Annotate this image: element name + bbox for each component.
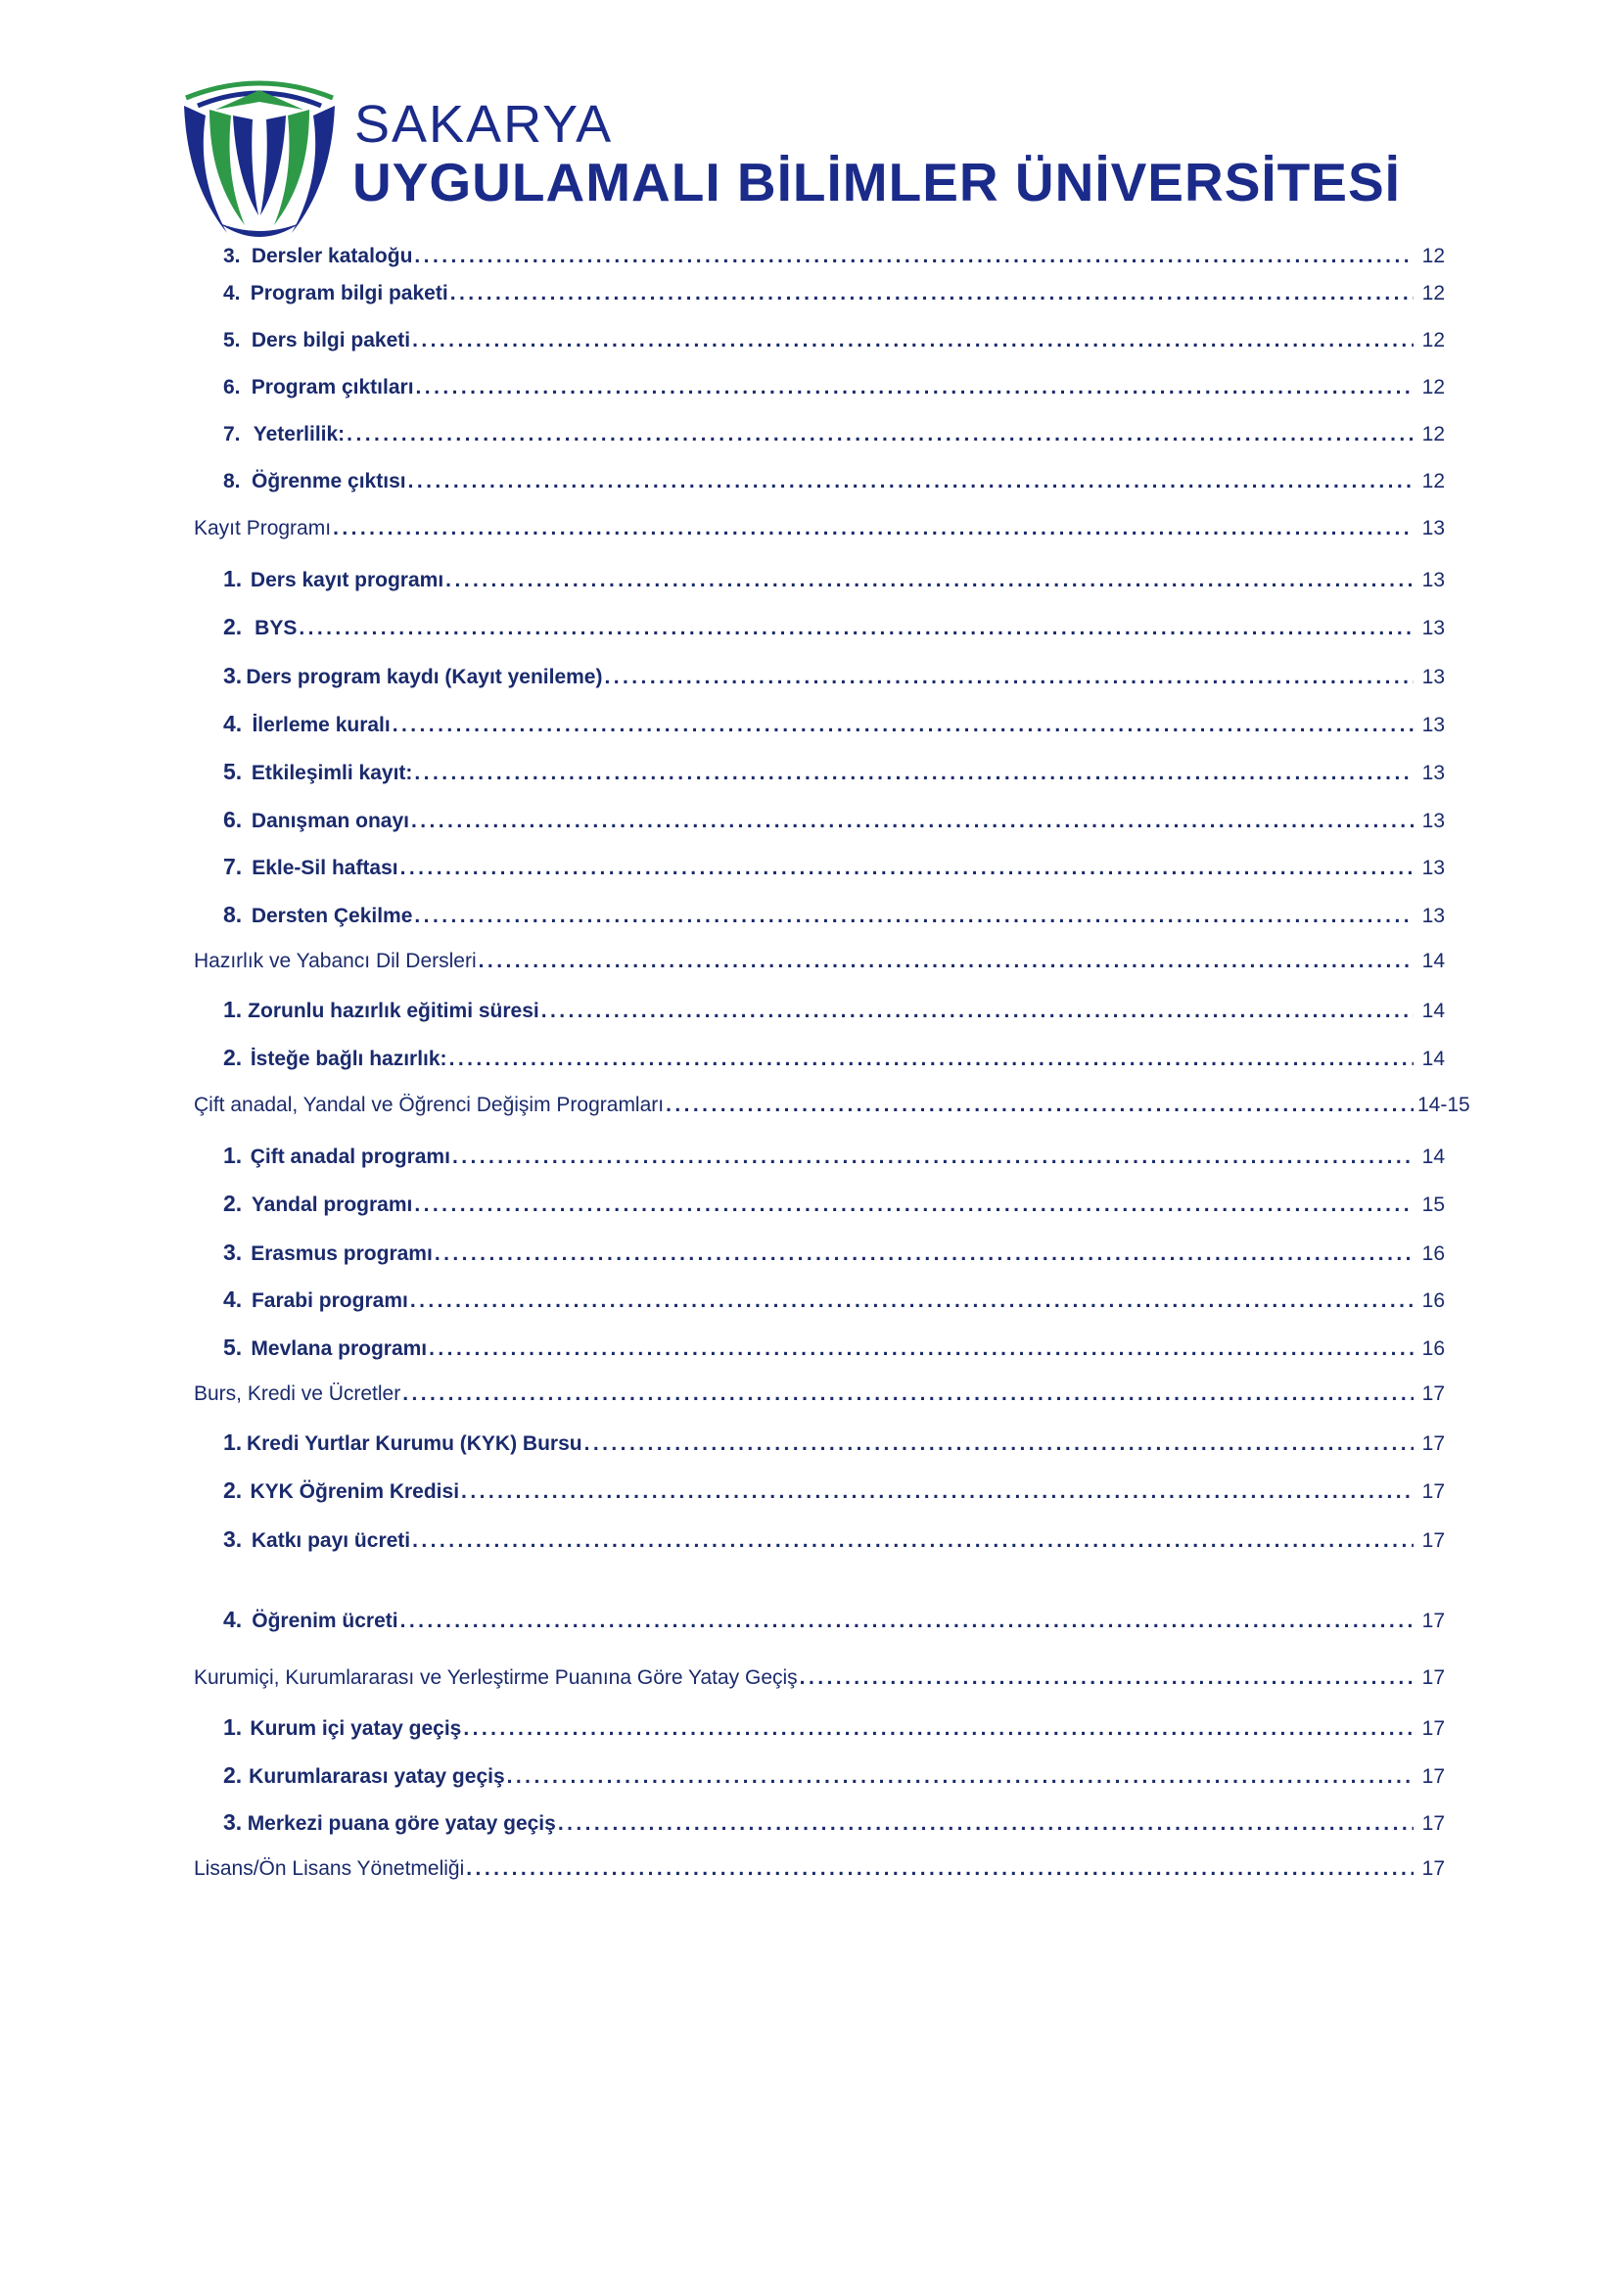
toc-page-number: 16 <box>1421 1242 1445 1265</box>
toc-entry-label: Yeterlilik: <box>253 423 346 445</box>
toc-entry[interactable] <box>223 376 1445 399</box>
toc-entry-label: Katkı payı ücreti <box>251 1529 411 1552</box>
toc-page-number: 12 <box>1421 329 1445 351</box>
toc-section-heading[interactable] <box>194 1666 1445 1690</box>
toc-entry-number: 3. <box>223 245 241 267</box>
toc-dot-leader <box>541 1000 1414 1023</box>
toc-entry-number: 5. <box>223 1334 243 1360</box>
toc-page-number: 13 <box>1421 762 1445 784</box>
toc-page-number: 17 <box>1421 1529 1445 1552</box>
toc-dot-leader <box>400 1610 1414 1633</box>
toc-entry[interactable] <box>223 282 1445 305</box>
toc-entry[interactable] <box>223 1714 1445 1741</box>
toc-dot-leader <box>414 245 1414 268</box>
toc-entry-label: Lisans/Ön Lisans Yönetmeliği <box>194 1857 465 1880</box>
toc-dot-leader <box>408 470 1414 493</box>
toc-page-number: 13 <box>1421 857 1445 879</box>
toc-entry[interactable] <box>223 854 1445 880</box>
toc-page-number: 12 <box>1421 245 1445 267</box>
toc-page-number: 17 <box>1421 1765 1445 1788</box>
toc-section-heading[interactable] <box>194 517 1445 540</box>
toc-entry-label: Burs, Kredi ve Ücretler <box>194 1382 401 1405</box>
toc-entry[interactable] <box>223 245 1445 268</box>
toc-entry[interactable] <box>223 663 1445 689</box>
toc-entry-number: 1. <box>223 997 243 1022</box>
toc-page-number: 14 <box>1421 1146 1445 1168</box>
toc-entry-number: 7. <box>223 423 241 445</box>
toc-entry[interactable] <box>223 1607 1445 1633</box>
toc-entry-label: Merkezi puana göre yatay geçiş <box>247 1812 556 1835</box>
toc-dot-leader <box>507 1765 1414 1789</box>
toc-entry-label: Kurum içi yatay geçiş <box>250 1717 462 1740</box>
toc-entry-label: Hazırlık ve Yabancı Dil Dersleri <box>194 950 477 972</box>
toc-entry[interactable] <box>223 711 1445 737</box>
toc-dot-leader <box>402 1382 1414 1406</box>
toc-section-heading[interactable] <box>194 1857 1445 1881</box>
toc-page-number: 15 <box>1421 1193 1445 1216</box>
toc-dot-leader <box>333 517 1414 540</box>
toc-entry-label: Ders program kaydı (Kayıt yenileme) <box>246 666 603 688</box>
toc-dot-leader <box>429 1337 1414 1361</box>
toc-entry[interactable] <box>223 902 1445 928</box>
toc-entry-number: 1. <box>223 1429 243 1455</box>
toc-entry-label: İsteğe bağlı hazırlık: <box>250 1048 447 1070</box>
toc-entry-number: 4. <box>223 1287 243 1312</box>
toc-dot-leader <box>461 1480 1414 1504</box>
toc-entry-label: Kredi Yurtlar Kurumu (KYK) Bursu <box>246 1432 582 1455</box>
toc-section-heading[interactable] <box>194 1382 1445 1406</box>
toc-page-number: 14-15 <box>1417 1094 1470 1116</box>
toc-entry-label: Ders kayıt programı <box>250 569 444 591</box>
toc-dot-leader <box>412 329 1414 352</box>
toc-entry-number: 3. <box>223 1809 243 1835</box>
toc-entry-number: 5. <box>223 759 243 784</box>
toc-page-number: 14 <box>1421 1000 1445 1022</box>
toc-dot-leader <box>463 1717 1414 1741</box>
toc-entry-number: 3. <box>223 1240 243 1265</box>
toc-entry-label: Öğrenme çıktısı <box>252 470 406 492</box>
toc-entry-label: Dersler kataloğu <box>251 245 413 267</box>
toc-page-number: 17 <box>1421 1857 1445 1880</box>
toc-entry-number: 4. <box>223 282 241 304</box>
toc-page-number: 14 <box>1421 1048 1445 1070</box>
toc-entry-label: Kayıt Programı <box>194 517 332 539</box>
toc-entry-label: Etkileşimli kayıt: <box>251 762 413 784</box>
toc-entry-number: 1. <box>223 566 243 591</box>
toc-entry[interactable] <box>223 997 1445 1023</box>
toc-dot-leader <box>414 762 1414 785</box>
toc-dot-leader <box>450 282 1414 305</box>
toc-page-number: 14 <box>1421 950 1445 972</box>
toc-entry[interactable] <box>223 470 1445 493</box>
toc-section-heading[interactable] <box>194 1094 1470 1117</box>
toc-entry-label: BYS <box>255 617 298 639</box>
toc-dot-leader <box>411 810 1414 833</box>
toc-entry-label: Program çıktıları <box>251 376 414 398</box>
toc-page-number: 13 <box>1421 714 1445 736</box>
toc-page-number: 17 <box>1421 1382 1445 1405</box>
toc-page-number: 13 <box>1421 905 1445 927</box>
toc-entry[interactable] <box>223 1429 1445 1456</box>
toc-page-number: 17 <box>1421 1717 1445 1740</box>
toc-dot-leader <box>449 1048 1414 1071</box>
toc-entry-number: 2. <box>223 614 243 639</box>
toc-entry-label: Kurumlararası yatay geçiş <box>249 1765 505 1788</box>
toc-entry-label: Yandal programı <box>251 1193 413 1216</box>
brand-city: SAKARYA <box>354 95 614 154</box>
toc-entry-label: Kurumiçi, Kurumlararası ve Yerleştirme Puanına Göre Yatay Geçiş <box>194 1666 798 1689</box>
toc-entry[interactable] <box>223 1477 1445 1504</box>
toc-entry[interactable] <box>223 614 1445 640</box>
toc-entry-number: 7. <box>223 854 243 879</box>
toc-dot-leader <box>666 1094 1414 1117</box>
toc-entry-number: 4. <box>223 1607 243 1632</box>
toc-dot-leader <box>558 1812 1414 1836</box>
toc-entry-label: Çift anadal, Yandal ve Öğrenci Değişim Programları <box>194 1094 665 1116</box>
toc-entry-number: 2. <box>223 1762 243 1788</box>
toc-entry-label: İlerleme kuralı <box>252 714 391 736</box>
toc-entry[interactable] <box>223 1762 1445 1789</box>
toc-entry[interactable] <box>223 1287 1445 1313</box>
toc-entry-number: 1. <box>223 1714 243 1740</box>
toc-entry-number: 8. <box>223 470 241 492</box>
toc-page-number: 17 <box>1421 1812 1445 1835</box>
toc-page-number: 13 <box>1421 666 1445 688</box>
toc-page-number: 13 <box>1421 517 1445 539</box>
toc-entry[interactable] <box>223 1809 1445 1836</box>
toc-entry-label: Erasmus programı <box>251 1242 433 1265</box>
toc-entry[interactable] <box>223 1526 1445 1553</box>
toc-dot-leader <box>604 666 1414 689</box>
toc-entry-label: Çift anadal programı <box>250 1146 450 1168</box>
toc-page-number: 17 <box>1421 1432 1445 1455</box>
toc-page-number: 12 <box>1421 423 1445 445</box>
toc-dot-leader <box>466 1857 1414 1881</box>
toc-entry-number: 6. <box>223 807 243 832</box>
toc-entry-number: 5. <box>223 329 241 351</box>
toc-entry-label: Dersten Çekilme <box>251 905 413 927</box>
toc-section-heading[interactable] <box>194 950 1445 973</box>
toc-entry[interactable] <box>223 423 1445 446</box>
toc-dot-leader <box>479 950 1414 973</box>
toc-dot-leader <box>393 714 1414 737</box>
toc-page-number: 16 <box>1421 1337 1445 1360</box>
toc-page-number: 17 <box>1421 1610 1445 1632</box>
toc-dot-leader <box>445 569 1414 592</box>
toc-entry[interactable] <box>223 566 1445 592</box>
toc-entry-number: 4. <box>223 711 243 736</box>
toc-entry-number: 8. <box>223 902 243 927</box>
toc-entry[interactable] <box>223 1045 1445 1071</box>
toc-page-number: 12 <box>1421 376 1445 398</box>
toc-page-number: 17 <box>1421 1480 1445 1503</box>
toc-dot-leader <box>414 905 1414 928</box>
toc-page-number: 17 <box>1421 1666 1445 1689</box>
toc-page-number: 13 <box>1421 810 1445 832</box>
toc-entry-number: 6. <box>223 376 241 398</box>
toc-entry-number: 2. <box>223 1045 243 1070</box>
toc-dot-leader <box>452 1146 1414 1169</box>
toc-dot-leader <box>584 1432 1414 1456</box>
toc-entry-label: Öğrenim ücreti <box>252 1610 398 1632</box>
toc-entry-number: 2. <box>223 1191 243 1216</box>
toc-entry[interactable] <box>223 807 1445 833</box>
toc-dot-leader <box>416 376 1414 399</box>
toc-page-number: 13 <box>1421 617 1445 639</box>
toc-entry-label: Zorunlu hazırlık eğitimi süresi <box>248 1000 539 1022</box>
toc-entry[interactable] <box>223 1143 1445 1169</box>
toc-page-number: 16 <box>1421 1289 1445 1312</box>
toc-entry-label: Program bilgi paketi <box>250 282 448 304</box>
toc-dot-leader <box>435 1242 1414 1266</box>
toc-entry[interactable] <box>223 1334 1445 1361</box>
toc-entry[interactable] <box>223 1191 1445 1217</box>
toc-entry[interactable] <box>223 1240 1445 1266</box>
toc-entry-label: Ders bilgi paketi <box>251 329 411 351</box>
toc-entry-number: 2. <box>223 1477 243 1503</box>
toc-dot-leader <box>414 1193 1414 1217</box>
toc-entry-number: 1. <box>223 1143 243 1168</box>
toc-entry-label: Mevlana programı <box>251 1337 428 1360</box>
toc-entry-label: KYK Öğrenim Kredisi <box>250 1480 460 1503</box>
toc-entry-number: 3. <box>223 1526 243 1552</box>
toc-entry[interactable] <box>223 759 1445 785</box>
toc-page-number: 12 <box>1421 282 1445 304</box>
toc-dot-leader <box>410 1289 1414 1313</box>
brand-university-name: UYGULAMALI BİLİMLER ÜNİVERSİTESİ <box>352 152 1401 212</box>
toc-dot-leader <box>347 423 1414 446</box>
toc-entry-number: 3. <box>223 663 243 688</box>
toc-dot-leader <box>800 1666 1414 1690</box>
toc-entry-label: Farabi programı <box>251 1289 408 1312</box>
toc-entry[interactable] <box>223 329 1445 352</box>
toc-page-number: 13 <box>1421 569 1445 591</box>
toc-dot-leader <box>412 1529 1414 1553</box>
toc-dot-leader <box>299 617 1414 640</box>
toc-dot-leader <box>400 857 1414 880</box>
toc-page-number: 12 <box>1421 470 1445 492</box>
toc-entry-label: Ekle-Sil haftası <box>252 857 398 879</box>
toc-entry-label: Danışman onayı <box>251 810 409 832</box>
